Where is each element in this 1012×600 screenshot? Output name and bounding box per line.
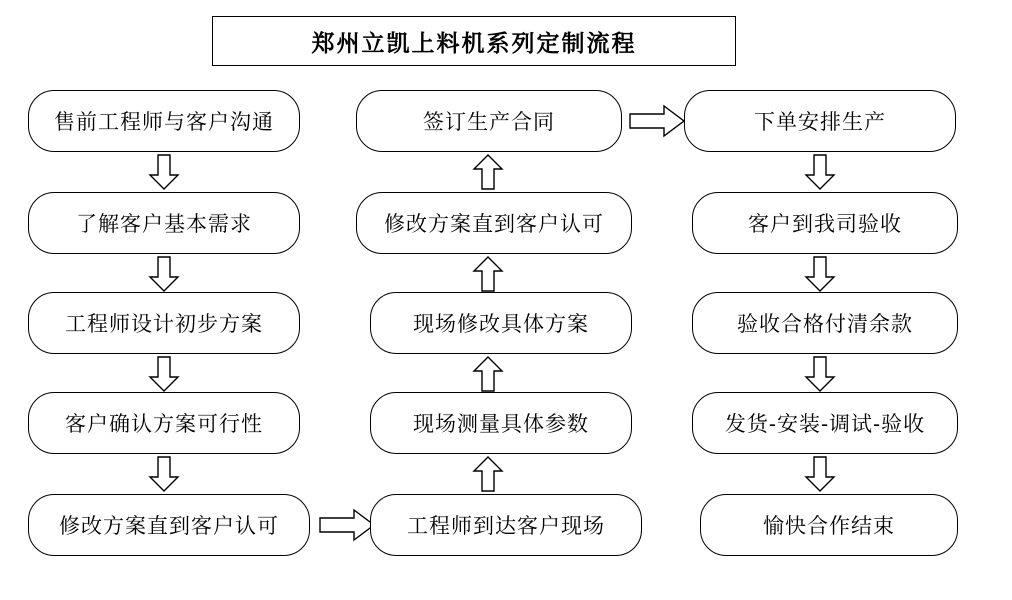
- node-label: 愉快合作结束: [763, 514, 895, 538]
- node-label: 修改方案直到客户认可: [384, 212, 604, 236]
- node-col3-4[interactable]: [692, 392, 958, 454]
- node-col1-5[interactable]: [28, 494, 310, 556]
- node-col3-1[interactable]: [684, 90, 956, 152]
- node-label: 客户到我司验收: [748, 212, 902, 236]
- node-label: 现场测量具体参数: [413, 412, 589, 436]
- up-arrow-col2-4: [470, 457, 506, 493]
- node-col1-1[interactable]: [28, 90, 300, 152]
- node-label: 工程师设计初步方案: [65, 312, 263, 336]
- node-col3-3[interactable]: [692, 292, 958, 354]
- node-label: 工程师到达客户现场: [407, 514, 605, 538]
- page-title: 郑州立凯上料机系列定制流程: [311, 29, 637, 57]
- down-arrow-col1-3: [146, 357, 182, 393]
- up-arrow-col2-2: [470, 257, 506, 293]
- right-arrow-col2-to-col3: [630, 104, 686, 138]
- down-arrow-col1-4: [146, 457, 182, 493]
- node-label: 下单安排生产: [754, 110, 886, 134]
- node-label: 客户确认方案可行性: [65, 412, 263, 436]
- node-col2-5[interactable]: [370, 494, 642, 556]
- right-arrow-col1-to-col2: [320, 508, 376, 542]
- node-col2-3[interactable]: [370, 292, 632, 354]
- down-arrow-col1-2: [146, 257, 182, 293]
- node-col2-1[interactable]: [356, 90, 622, 152]
- node-label: 发货-安装-调试-验收: [724, 412, 926, 436]
- node-col3-5[interactable]: [700, 494, 958, 556]
- node-col2-4[interactable]: [370, 392, 632, 454]
- node-label: 售前工程师与客户沟通: [54, 110, 274, 134]
- diagram-title-box: [212, 16, 736, 66]
- down-arrow-col1-1: [146, 155, 182, 191]
- node-label: 签订生产合同: [423, 110, 555, 134]
- down-arrow-col3-1: [802, 155, 838, 191]
- node-label: 现场修改具体方案: [413, 312, 589, 336]
- down-arrow-col3-4: [802, 457, 838, 493]
- node-col1-2[interactable]: [28, 192, 300, 254]
- node-label: 验收合格付清余款: [737, 312, 913, 336]
- node-label: 了解客户基本需求: [76, 212, 252, 236]
- node-label: 修改方案直到客户认可: [59, 514, 279, 538]
- node-col1-4[interactable]: [28, 392, 300, 454]
- up-arrow-col2-1: [470, 155, 506, 191]
- up-arrow-col2-3: [470, 357, 506, 393]
- node-col3-2[interactable]: [692, 192, 958, 254]
- node-col2-2[interactable]: [356, 192, 632, 254]
- down-arrow-col3-3: [802, 357, 838, 393]
- down-arrow-col3-2: [802, 257, 838, 293]
- node-col1-3[interactable]: [28, 292, 300, 354]
